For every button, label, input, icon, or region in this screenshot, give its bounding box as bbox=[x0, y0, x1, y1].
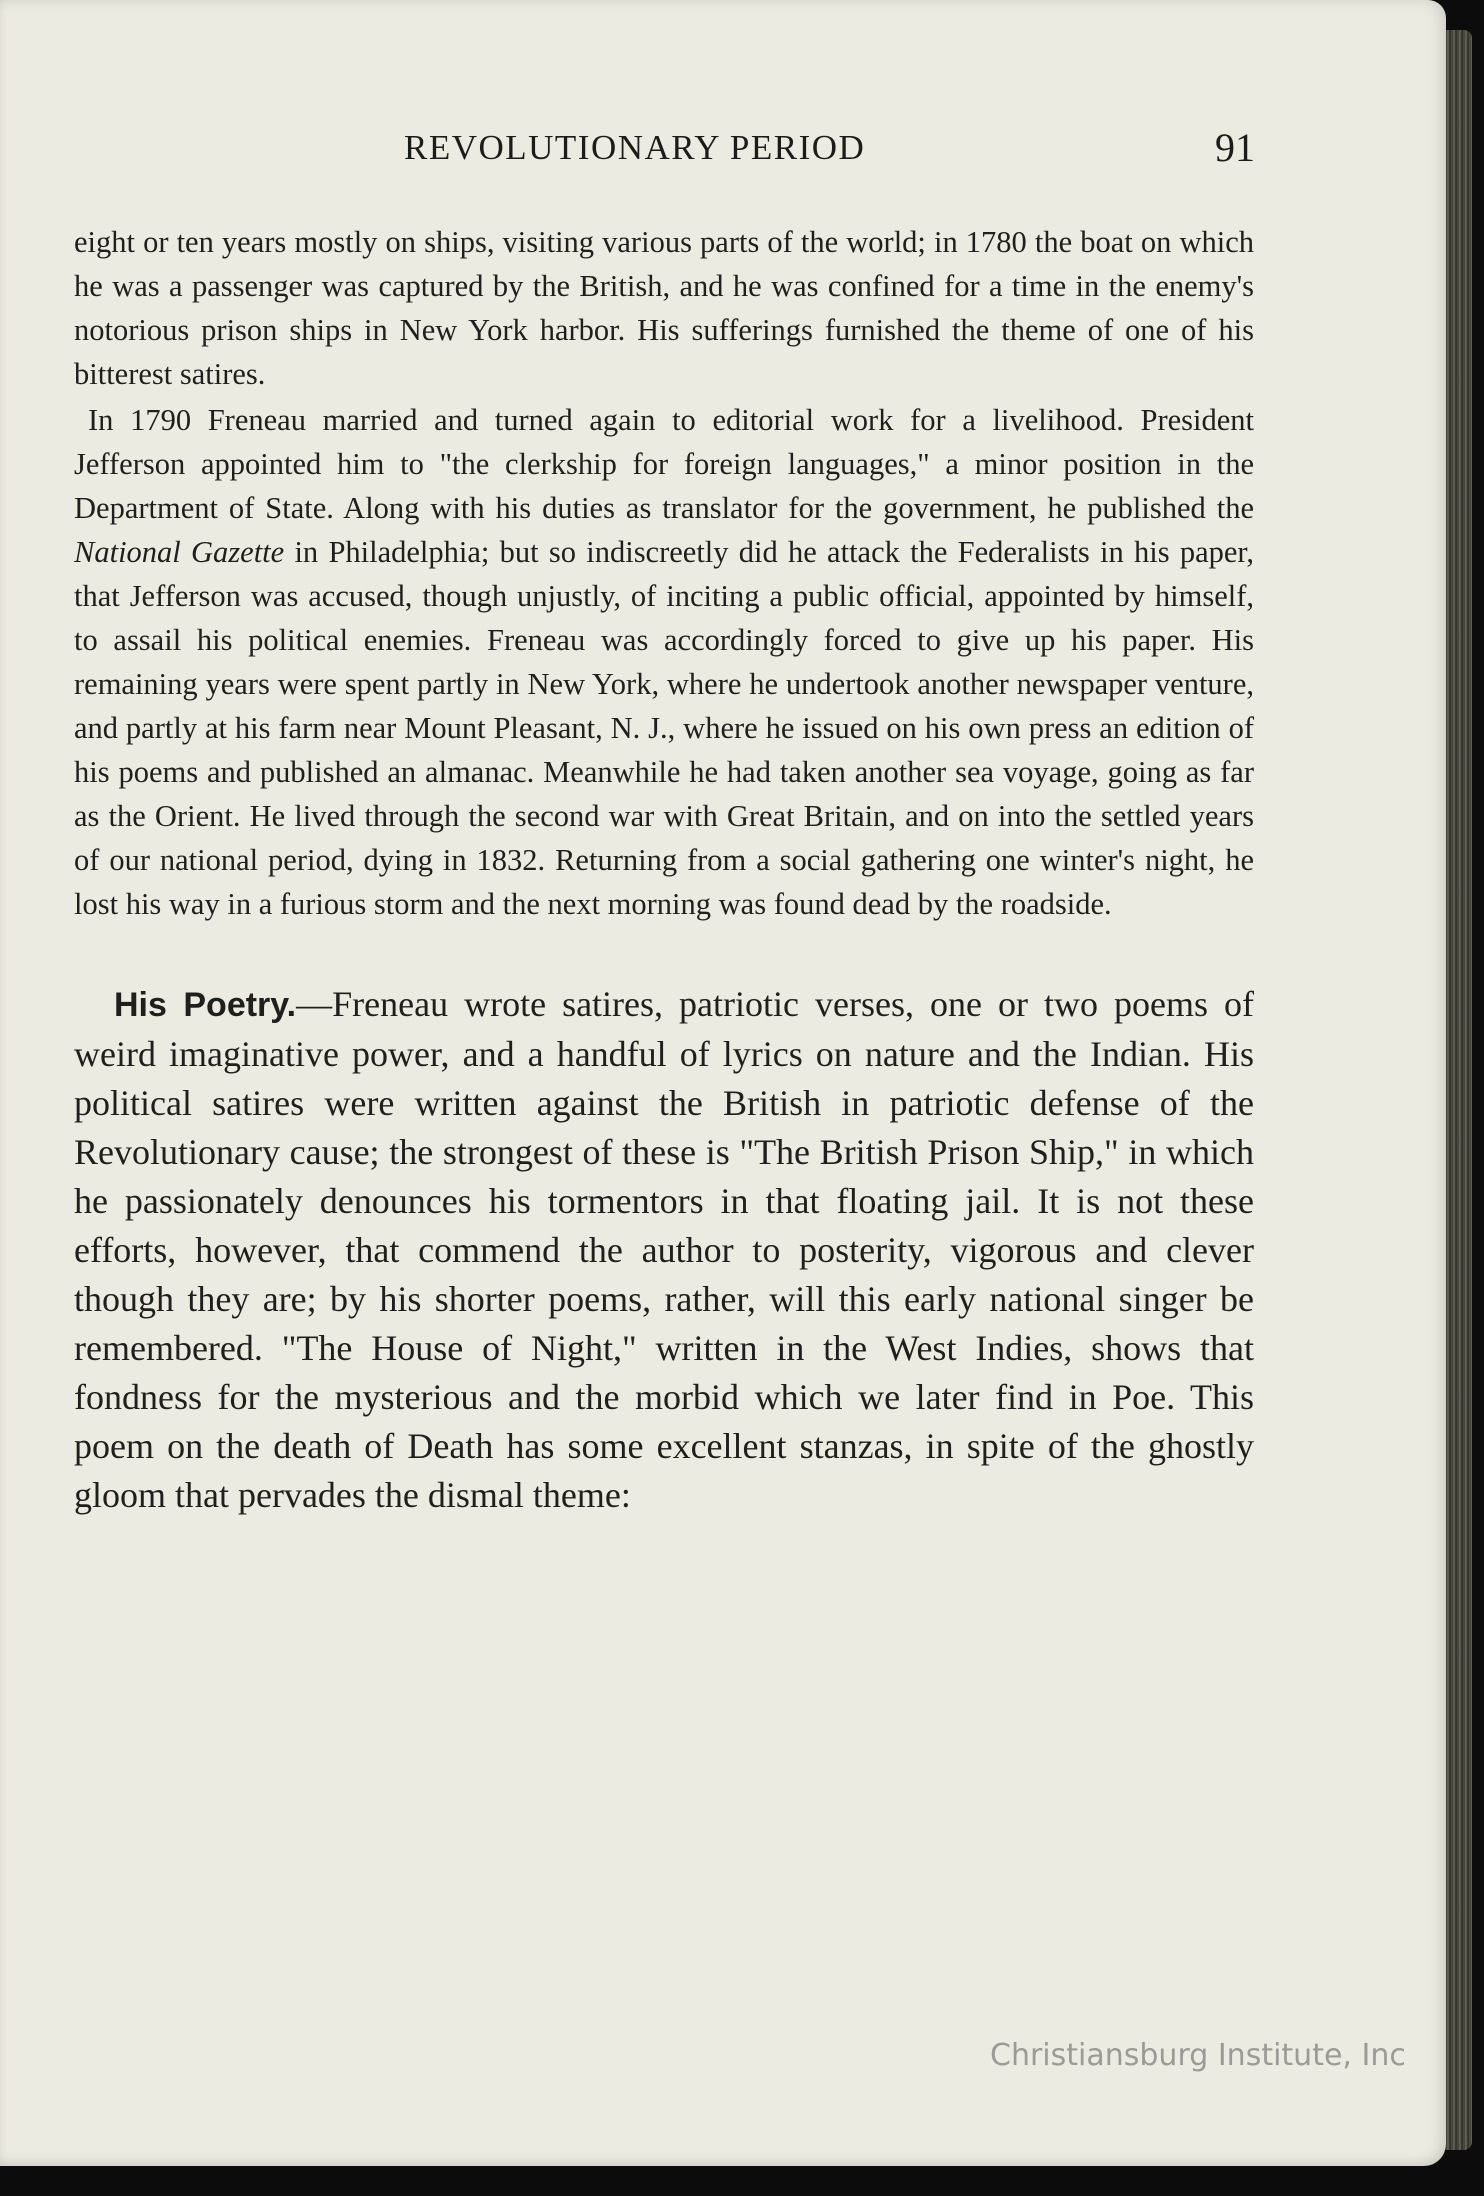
page-number: 91 bbox=[1215, 125, 1255, 170]
paragraph-2-text-before: In 1790 Freneau married and turned again to editorial work for a livelihood. President Jefferson appointed him to "the clerkship for foreign languages," a minor position in the Department of State. Along with his duties as translator for the government, he published the bbox=[74, 403, 1254, 525]
paragraph-1-text: eight or ten years mostly on ships, visiting various parts of the world; in 1780 the boat on which he was a passenger was captured by the British, and he was confined for a time in the enemy's notorious prison ships in New York harbor. His sufferings furnished the theme of one of his bitterest satires. bbox=[74, 225, 1254, 391]
body-text bbox=[74, 220, 1254, 1520]
watermark: Christiansburg Institute, Inc bbox=[990, 2038, 1406, 2073]
running-head bbox=[0, 125, 1446, 176]
paragraph-2-text-after: in Philadelphia; but so indiscreetly did he attack the Federalists in his paper, that Jefferson was accused, though unjustly, of inciting a public official, appointed by himself, to assail his political enemies. Freneau was accordingly forced to give up his paper. His remaining years were spent partly in New York, where he undertook another newspaper venture, and partly at his farm near Mount Pleasant, N. J., where he issued on his own press an edition of his poems and published an almanac. Meanwhile he had taken another sea voyage, going as far as the Orient. He lived through the second war with Great Britain, and on into the settled years of our national period, dying in 1832. Returning from a social gathering one winter's night, he lost his way in a furious storm and the next morning was found dead by the roadside. bbox=[74, 535, 1254, 921]
paragraph-1 bbox=[74, 220, 1254, 396]
paragraph-3 bbox=[74, 980, 1254, 1520]
paragraph-3-text: —Freneau wrote satires, patriotic verses, one or two poems of weird imaginative power, and a handful of lyrics on nature and the Indian. His political satires were written against the British in patriotic defense of the Revolutionary cause; the strongest of these is "The British Prison Ship," in which he passionately denounces his tormentors in that floating jail. It is not these efforts, however, that commend the author to posterity, vigorous and clever though they are; by his shorter poems, rather, will this early national singer be remembered. "The House of Night," written in the West Indies, shows that fondness for the mysterious and the morbid which we later find in Poe. This poem on the death of Death has some excellent stanzas, in spite of the ghostly gloom that pervades the dismal theme: bbox=[74, 984, 1254, 1515]
section-heading: His Poetry. bbox=[114, 986, 297, 1024]
page-edge bbox=[1446, 30, 1472, 2150]
newspaper-title: National Gazette bbox=[74, 535, 285, 569]
paragraph-2 bbox=[74, 398, 1254, 926]
running-title: REVOLUTIONARY PERIOD bbox=[404, 128, 866, 167]
